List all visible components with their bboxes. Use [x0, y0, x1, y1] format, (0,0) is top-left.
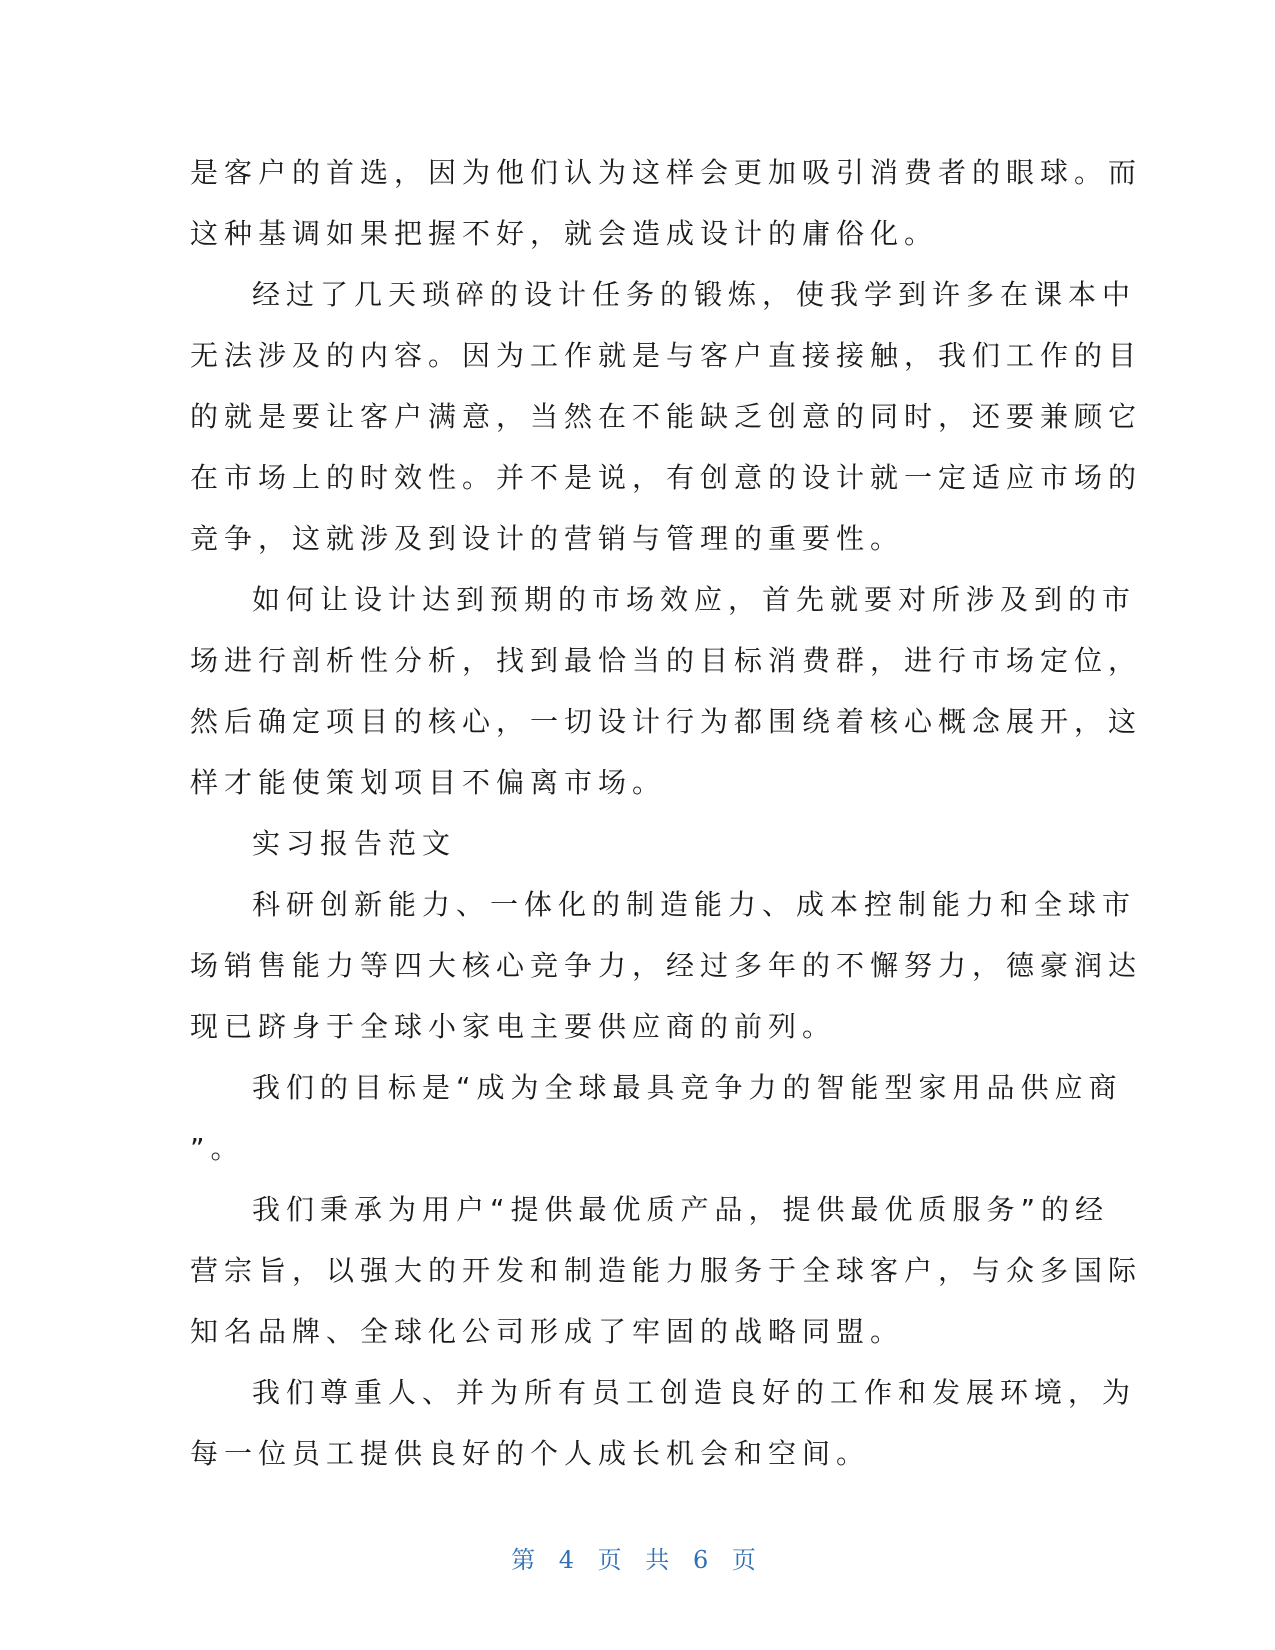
document-body: [190, 142, 1143, 1484]
text-line: 在市场上的时效性。并不是说，有创意的设计就一定适应市场的: [190, 461, 1143, 494]
text-line: 是客户的首选，因为他们认为这样会更加吸引消费者的眼球。而: [190, 156, 1143, 189]
text-line: 现已跻身于全球小家电主要供应商的前列。: [190, 1010, 837, 1043]
text-line: 我们尊重人、并为所有员工创造良好的工作和发展环境，为: [252, 1376, 1137, 1409]
text-line: 样才能使策划项目不偏离市场。: [190, 766, 667, 799]
text-line: 无法涉及的内容。因为工作就是与客户直接接触，我们工作的目: [190, 339, 1143, 372]
text-line: 场进行剖析性分析，找到最恰当的目标消费群，进行市场定位，: [190, 644, 1143, 677]
text-line: 竞争，这就涉及到设计的营销与管理的重要性。: [190, 522, 905, 555]
text-line: 营宗旨，以强大的开发和制造能力服务于全球客户，与众多国际: [190, 1254, 1143, 1287]
text-line: 然后确定项目的核心，一切设计行为都围绕着核心概念展开，这: [190, 705, 1143, 738]
page-number-footer: 第 4 页 共 6 页: [511, 1546, 764, 1574]
text-line: 科研创新能力、一体化的制造能力、成本控制能力和全球市: [252, 888, 1137, 921]
text-line: 经过了几天琐碎的设计任务的锻炼，使我学到许多在课本中: [252, 278, 1137, 311]
text-line: 我们秉承为用户“提供最优质产品，提供最优质服务”的经: [252, 1193, 1110, 1226]
text-line: 知名品牌、全球化公司形成了牢固的战略同盟。: [190, 1315, 905, 1348]
text-line: 场销售能力等四大核心竞争力，经过多年的不懈努力，德豪润达: [190, 949, 1143, 982]
text-line: 这种基调如果把握不好，就会造成设计的庸俗化。: [190, 217, 939, 250]
text-line: 每一位员工提供良好的个人成长机会和空间。: [190, 1437, 871, 1470]
text-line: 我们的目标是“成为全球最具竞争力的智能型家用品供应商: [252, 1071, 1123, 1104]
text-line: 的就是要让客户满意，当然在不能缺乏创意的同时，还要兼顾它: [190, 400, 1143, 433]
text-line: ”。: [190, 1132, 245, 1165]
section-heading: 实习报告范文: [252, 827, 457, 860]
text-line: 如何让设计达到预期的市场效应，首先就要对所涉及到的市: [252, 583, 1137, 616]
